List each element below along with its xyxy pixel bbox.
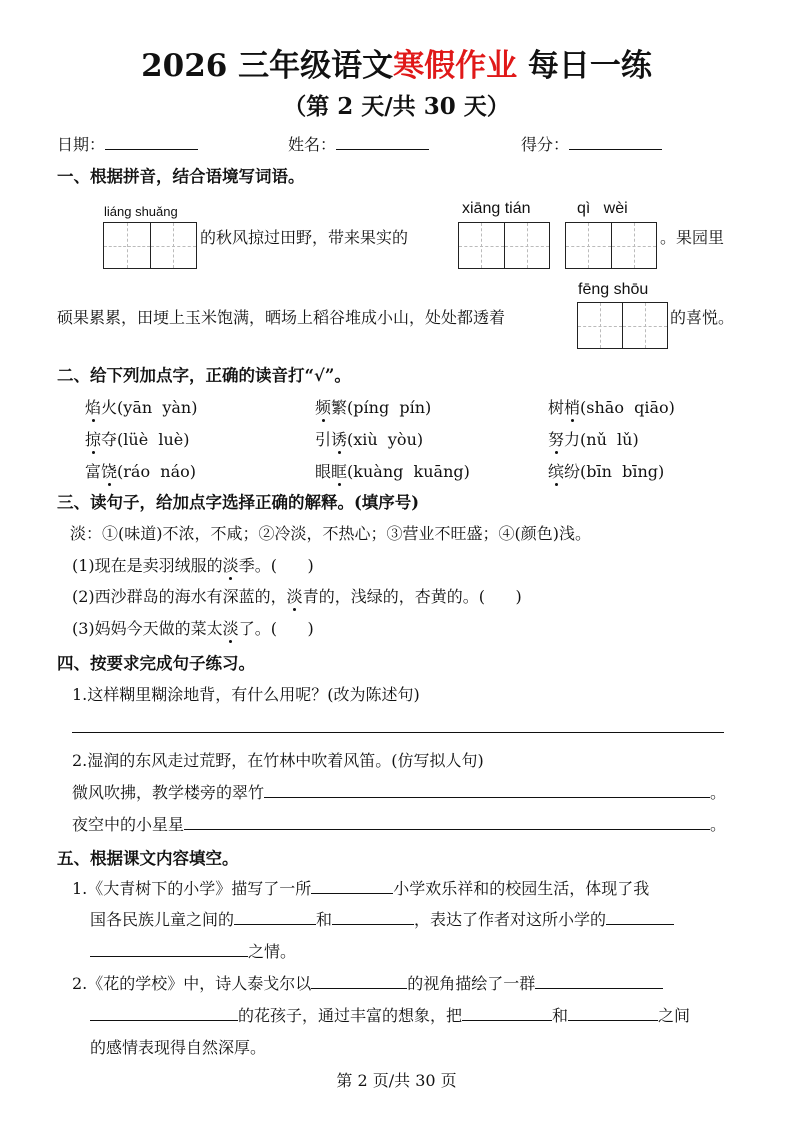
s4-question-1: 1.这样糊里糊涂地背，有什么用呢？(改为陈述句) [72, 685, 420, 704]
pinyin-options: (shāo qiāo) [580, 398, 675, 417]
blank[interactable] [462, 1004, 552, 1021]
s1-text-2: 。果园里 [660, 228, 725, 247]
blank[interactable] [311, 972, 407, 989]
s4-answer-2 [72, 780, 726, 803]
period: 。 [710, 815, 727, 834]
char: 夺 [101, 430, 118, 449]
text: 和 [316, 910, 333, 929]
pinyin-options: (píng pín) [347, 398, 432, 417]
answer-line-1[interactable] [72, 732, 724, 733]
page-subtitle: （第 2 天/共 30 天） [283, 93, 510, 120]
section3-heading: 三、读句子，给加点字选择正确的解释。(填序号) [57, 493, 420, 512]
s4-question-2: 2.湿润的东风走过荒野，在竹林中吹着风笛。(仿写拟人句) [72, 751, 484, 770]
char-box-4[interactable] [577, 302, 668, 349]
blank[interactable] [606, 908, 674, 925]
dotted-char: 淡 [222, 619, 239, 638]
text: 1.《大青树下的小学》描写了一所 [72, 879, 312, 898]
pinyin-options: (xiù yòu) [347, 430, 424, 449]
s5-q2-line2 [90, 1003, 690, 1026]
blank[interactable] [234, 908, 316, 925]
pinyin-choice-item[interactable] [85, 427, 189, 450]
text: 之间 [658, 1006, 691, 1025]
section1-heading: 一、根据拼音，结合语境写词语。 [57, 167, 305, 186]
s5-q2-line3: 的感情表现得自然深厚。 [90, 1038, 267, 1057]
char: 纷 [564, 462, 581, 481]
dan-definitions: 淡：①(味道)不浓，不咸；②冷淡，不热心；③营业不旺盛；④(颜色)浅。 [70, 524, 591, 543]
pinyin-choice-item[interactable] [548, 395, 675, 418]
text: 之情。 [248, 942, 297, 961]
dotted-char: 诱 [331, 430, 348, 449]
sentence-text: (2)西沙群岛的海水有深蓝的， [72, 587, 287, 606]
sentence-text: 季。( ) [238, 556, 314, 575]
dan-sentence [72, 584, 522, 607]
blank[interactable] [90, 940, 248, 957]
name-label: 姓名： [288, 135, 337, 154]
dotted-char: 缤 [548, 462, 565, 481]
pinyin-2: xiāng tián [462, 200, 531, 217]
char: 树 [548, 398, 565, 417]
pinyin-options: (ráo náo) [117, 462, 196, 481]
dotted-char: 频 [315, 398, 332, 417]
dotted-char: 焰 [85, 398, 102, 417]
pinyin-choice-item[interactable] [315, 395, 431, 418]
date-label: 日期： [57, 135, 106, 154]
section4-heading: 四、按要求完成句子练习。 [57, 654, 255, 673]
char-box-3[interactable] [565, 222, 657, 269]
dan-sentence [72, 553, 314, 576]
pinyin-options: (yān yàn) [117, 398, 198, 417]
dan-sentence [72, 616, 314, 639]
pinyin-choice-item[interactable] [548, 459, 664, 482]
s1-text-3: 硕果累累，田埂上玉米饱满，晒场上稻谷堆成小山，处处都透着 [57, 308, 506, 327]
title-year: 2026 三年级语文 [141, 48, 394, 84]
dotted-char: 饶 [101, 462, 118, 481]
s5-q2-line1 [72, 971, 663, 994]
char: 引 [315, 430, 332, 449]
text: 和 [552, 1006, 569, 1025]
sentence-text: (3)妈妈今天做的菜太 [72, 619, 223, 638]
text: 国各民族儿童之间的 [90, 910, 235, 929]
date-field [57, 132, 198, 155]
pinyin-choice-item[interactable] [85, 395, 197, 418]
blank[interactable] [568, 1004, 658, 1021]
section2-heading: 二、给下列加点字，正确的读音打“√”。 [57, 366, 351, 385]
pinyin-choice-item[interactable] [548, 427, 639, 450]
sentence-text: 青的，浅绿的，杏黄的。( ) [302, 587, 522, 606]
s5-q1-line2 [90, 907, 674, 930]
s5-q1-line3 [90, 939, 296, 962]
pinyin-choice-item[interactable] [315, 459, 470, 482]
page-number: 第 2 页/共 30 页 [336, 1071, 457, 1090]
blank[interactable] [90, 1004, 238, 1021]
pinyin-1: liáng shuǎng [104, 204, 178, 219]
pinyin-options: (nǔ lǔ) [580, 430, 639, 449]
s1-text-4: 的喜悦。 [670, 308, 735, 327]
dotted-char: 梢 [564, 398, 581, 417]
pinyin-options: (kuàng kuāng) [347, 462, 470, 481]
pinyin-options: (lüè luè) [117, 430, 190, 449]
text: 的视角描绘了一群 [407, 974, 536, 993]
blank[interactable] [332, 908, 414, 925]
s4-answer-3 [72, 812, 726, 835]
period: 。 [710, 783, 727, 802]
blank[interactable] [535, 972, 663, 989]
sentence-text: (1)现在是卖羽绒服的 [72, 556, 223, 575]
char: 富 [85, 462, 102, 481]
s1-text-1: 的秋风掠过田野，带来果实的 [200, 228, 409, 247]
title-tail: 每日一练 [517, 48, 652, 84]
s4-prompt-2: 夜空中的小星星 [72, 815, 185, 834]
text: 2.《花的学校》中，诗人泰戈尔以 [72, 974, 312, 993]
s5-q1-line1 [72, 876, 649, 899]
dotted-char: 掠 [85, 430, 102, 449]
score-label: 得分： [521, 135, 570, 154]
char-box-2[interactable] [458, 222, 550, 269]
blank[interactable] [311, 877, 393, 894]
answer-line-2[interactable] [264, 781, 710, 798]
pinyin-options: (bīn bīng) [580, 462, 665, 481]
text: 的花孩子，通过丰富的想象，把 [238, 1006, 463, 1025]
page-title [0, 40, 793, 85]
section5-heading: 五、根据课文内容填空。 [57, 849, 239, 868]
pinyin-3: qì wèi [577, 200, 628, 217]
char: 眼 [315, 462, 332, 481]
name-field [288, 132, 429, 155]
score-field [521, 132, 662, 155]
pinyin-4: fēng shōu [578, 281, 649, 298]
s4-prompt-1: 微风吹拂，教学楼旁的翠竹 [72, 783, 265, 802]
pinyin-choice-item[interactable] [315, 427, 423, 450]
title-highlight: 寒假作业 [393, 48, 518, 84]
char: 火 [101, 398, 118, 417]
dotted-char: 淡 [286, 587, 303, 606]
text: ，表达了作者对这所小学的 [414, 910, 607, 929]
pinyin-choice-item[interactable] [85, 459, 196, 482]
sentence-text: 了。( ) [238, 619, 314, 638]
char-box-1[interactable] [103, 222, 197, 269]
text: 小学欢乐祥和的校园生活，体现了我 [393, 879, 650, 898]
dotted-char: 淡 [222, 556, 239, 575]
dotted-char: 眶 [331, 462, 348, 481]
answer-line-3[interactable] [184, 813, 710, 830]
char: 繁 [331, 398, 348, 417]
dotted-char: 努 [548, 430, 565, 449]
char: 力 [564, 430, 581, 449]
